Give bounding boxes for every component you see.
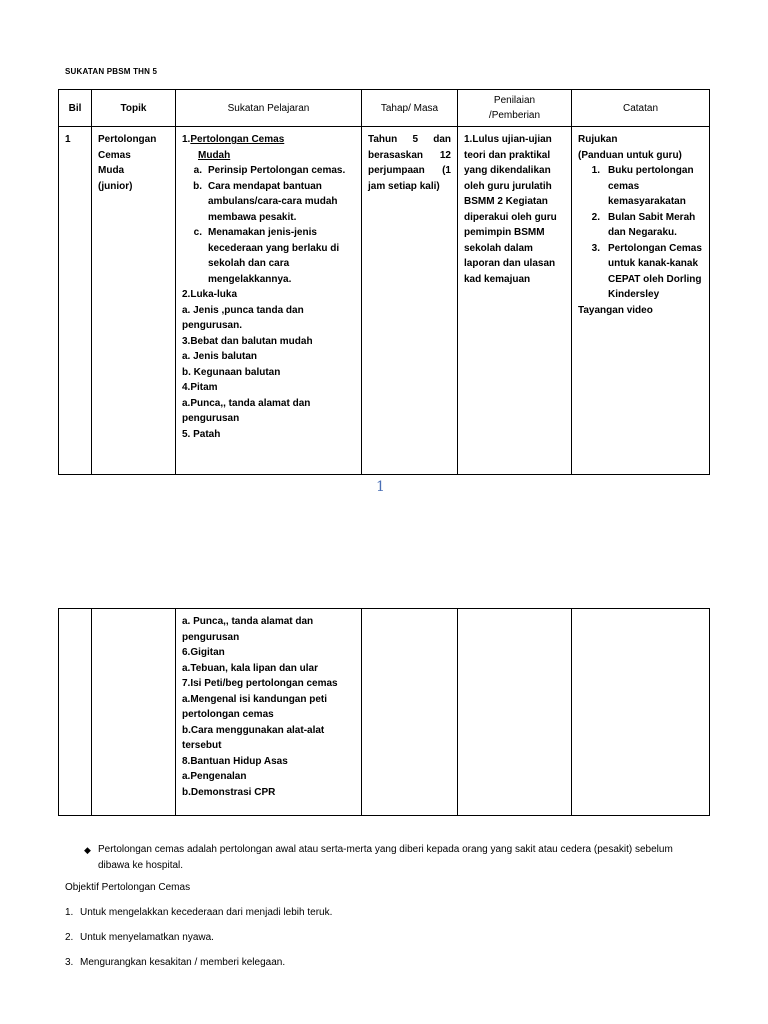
table-header-row <box>59 90 710 127</box>
sukatan-line: 3.Bebat dan balutan mudah <box>182 335 313 347</box>
topik-line: Pertolongan <box>98 134 157 145</box>
cell-catatan <box>572 609 710 816</box>
sukatan-line: 8.Bantuan Hidup Asas <box>182 755 288 767</box>
tahap-text: Tahun 5 dan berasaskan 12 perjumpaan (1 jam setiap kali) <box>368 134 451 192</box>
sukatan-line: a. Jenis balutan <box>182 351 258 362</box>
list-item: c. Menamakan jenis-jenis kecederaan yang berlaku di sekolah dan cara mengelakkannya. <box>193 227 340 285</box>
cell-topik <box>92 609 176 816</box>
topik-line: Muda <box>98 165 125 176</box>
sukatan-line: 5. Patah <box>182 428 221 440</box>
sukatan-line: 6.Gigitan <box>182 647 225 658</box>
list-item: 2. Bulan Sabit Merah dan Negaraku. <box>591 211 696 238</box>
cell-bil <box>59 609 92 816</box>
sukatan-line: a.Mengenal isi kandungan peti pertolongan cemas <box>182 693 328 720</box>
topik-line: (junior) <box>98 180 133 192</box>
header-catatan: Catatan <box>572 90 710 127</box>
list-item: 2. Untuk menyelamatkan nyawa. <box>65 932 214 943</box>
sukatan-line: b. Kegunaan balutan <box>182 366 281 378</box>
sukatan-line: b.Demonstrasi CPR <box>182 786 276 798</box>
header-topik: Topik <box>92 90 176 127</box>
catatan-subheading: (Panduan untuk guru) <box>578 149 682 161</box>
sukatan-section-title: 1.Pertolongan Cemas <box>182 134 285 145</box>
list-item: a. Perinsip Pertolongan cemas. <box>193 165 346 176</box>
sukatan-line: 4.Pitam <box>182 382 218 393</box>
header-penilaian <box>458 90 572 127</box>
header-sukatan: Sukatan Pelajaran <box>176 90 362 127</box>
list-item: 3. Mengurangkan kesakitan / memberi kelegaan. <box>65 957 286 968</box>
definition-text: Pertolongan cemas adalah pertolongan awal atau serta-merta yang diberi kepada orang yang sakit atau cedera (pesakit) sebelum dibawa ke hospital. <box>98 844 673 871</box>
sukatan-line: a. Jenis ,punca tanda dan pengurusan. <box>182 304 304 331</box>
catatan-heading: Rujukan <box>578 134 618 145</box>
penilaian-text: 1.Lulus ujian-ujian teori dan praktikal yang dikendalikan oleh guru jurulatih BSMM 2 Kegiatan diperakui oleh guru pemimpin BSMM sekolah dalam laporan dan ulasan kad kemajuan <box>464 134 557 285</box>
cell-sukatan <box>176 127 362 475</box>
cell-sukatan <box>176 609 362 816</box>
table-row <box>59 609 710 816</box>
sukatan-section-title-cont: Mudah <box>198 149 231 161</box>
cell-tahap <box>362 609 458 816</box>
cell-tahap <box>362 127 458 475</box>
cell-penilaian <box>458 127 572 475</box>
sukatan-line: a.Punca,, tanda alamat dan pengurusan <box>182 397 311 424</box>
objektif-title: Objektif Pertolongan Cemas <box>65 882 191 893</box>
header-tahap: Tahap/ Masa <box>362 90 458 127</box>
syllabus-table-page1 <box>58 89 710 475</box>
cell-topik <box>92 127 176 475</box>
document-title: SUKATAN PBSM THN 5 <box>65 67 158 76</box>
list-item: b. Cara mendapat bantuan ambulans/cara-cara mudah membawa pesakit. <box>193 180 338 223</box>
cell-catatan <box>572 127 710 475</box>
diamond-bullet-icon: ◆ <box>84 845 91 855</box>
catatan-tail: Tayangan video <box>578 304 653 316</box>
sukatan-line: 7.Isi Peti/beg pertolongan cemas <box>182 678 338 689</box>
header-penilaian-line2: /Pemberian <box>488 110 541 121</box>
list-item: 3. Pertolongan Cemas untuk kanak-kanak CEPAT oleh Dorling Kindersley <box>591 242 702 300</box>
list-item: 1. Untuk mengelakkan kecederaan dari menjadi lebih teruk. <box>65 907 333 918</box>
topik-line: Cemas <box>98 149 131 161</box>
syllabus-table-page2 <box>58 608 710 816</box>
list-item: 1. Buku pertolongan cemas kemasyarakatan <box>591 165 694 207</box>
sukatan-line: 2.Luka-luka <box>182 289 238 300</box>
definition-note <box>84 842 704 874</box>
sukatan-line: a.Tebuan, kala lipan dan ular <box>182 662 318 674</box>
header-bil: Bil <box>59 90 92 127</box>
sukatan-line: a. Punca,, tanda alamat dan pengurusan <box>182 616 314 643</box>
sukatan-line: b.Cara menggunakan alat-alat tersebut <box>182 724 325 751</box>
table-row <box>59 127 710 475</box>
sukatan-line: a.Pengenalan <box>182 771 247 782</box>
cell-bil <box>59 127 92 475</box>
page-number: 1 <box>376 479 385 495</box>
cell-penilaian <box>458 609 572 816</box>
header-penilaian-line1: Penilaian <box>493 95 536 106</box>
row-number: 1 <box>65 134 71 145</box>
